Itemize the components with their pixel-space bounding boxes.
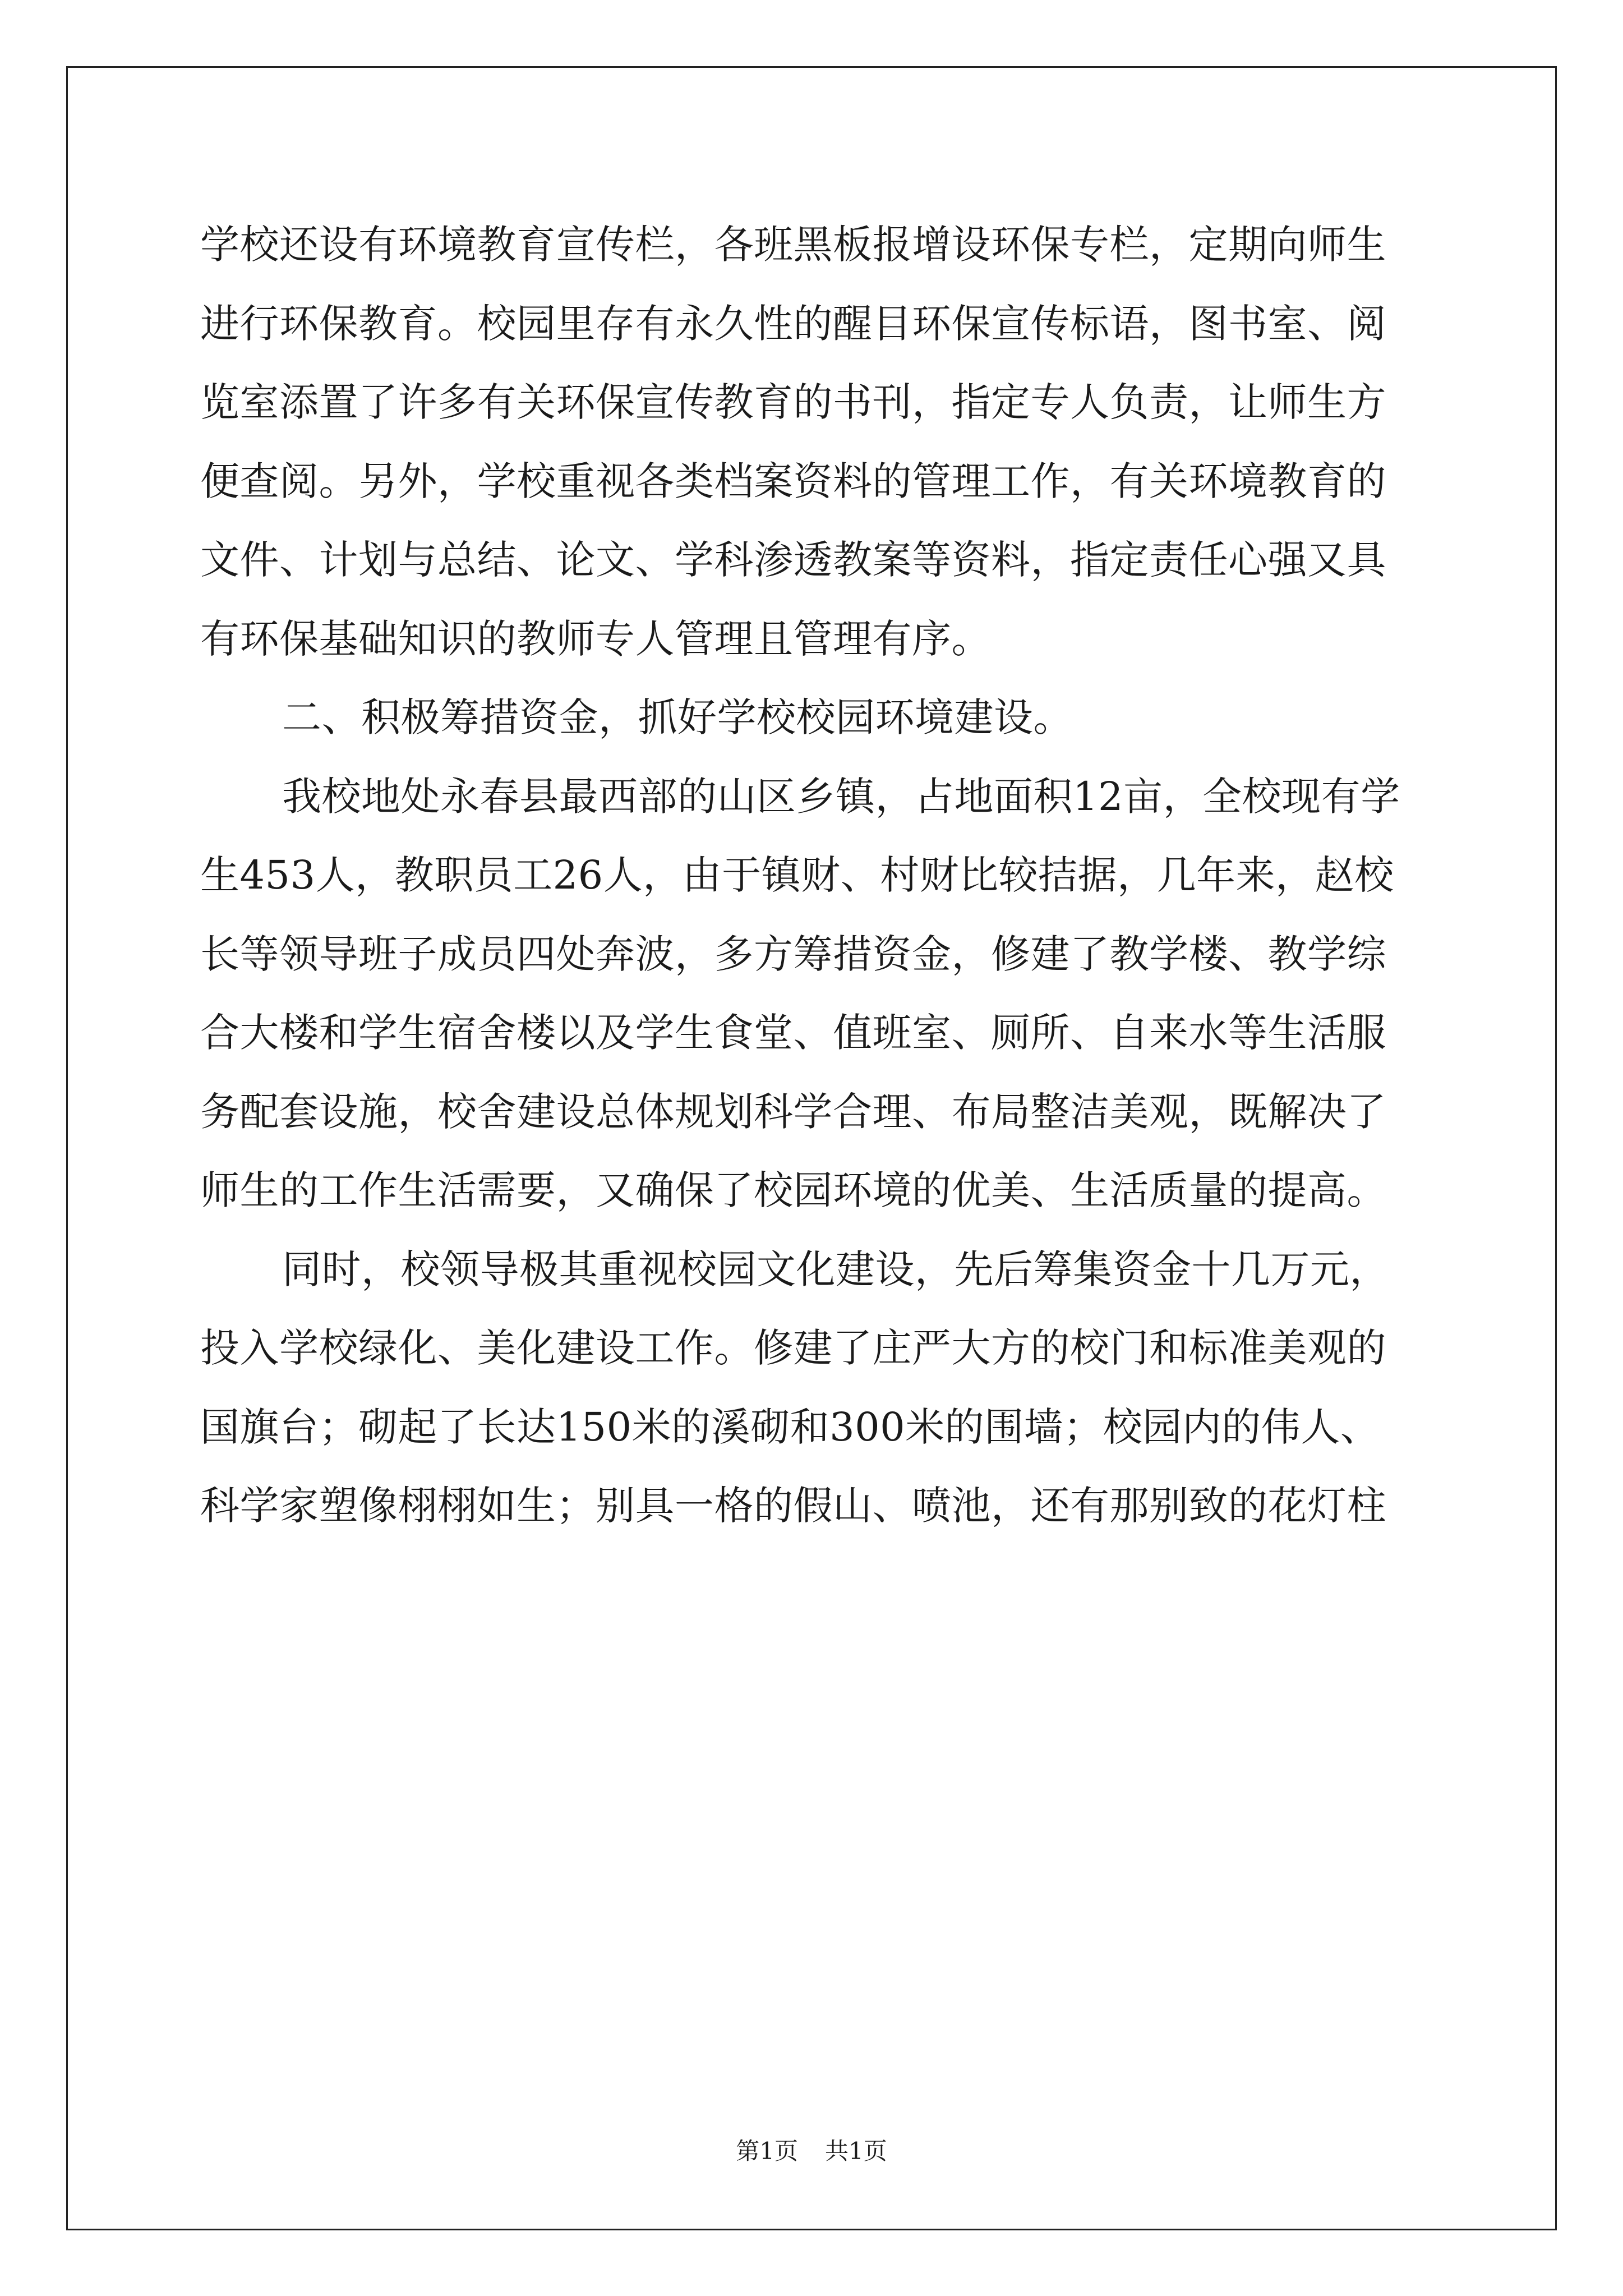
body-line: 国旗台；砌起了长达150米的溪砌和300米的围墙；校园内的伟人、 (200, 1404, 1380, 1450)
document-body (200, 205, 1430, 1545)
page-footer (0, 2134, 1623, 2168)
body-line: 文件、计划与总结、论文、学科渗透教案等资料，指定责任心强又具 (200, 537, 1386, 583)
body-line: 有环保基础知识的教师专人管理且管理有序。 (200, 615, 991, 662)
body-line: 我校地处永春县最西部的山区乡镇，占地面积12亩，全校现有学 (282, 773, 1400, 820)
body-line: 务配套设施，校舍建设总体规划科学合理、布局整洁美观，既解决了 (200, 1088, 1386, 1135)
body-line: 合大楼和学生宿舍楼以及学生食堂、值班室、厕所、自来水等生活服 (200, 1010, 1386, 1056)
section-heading: 二、积极筹措资金，抓好学校校园环境建设。 (282, 694, 1073, 740)
body-line: 览室添置了许多有关环保宣传教育的书刊，指定专人负责，让师生方 (200, 379, 1386, 425)
body-line: 便查阅。另外，学校重视各类档案资料的管理工作，有关环境教育的 (200, 458, 1386, 504)
body-line: 投入学校绿化、美化建设工作。修建了庄严大方的校门和标准美观的 (200, 1325, 1386, 1371)
page-total: 共1页 (825, 2137, 887, 2165)
body-line: 学校还设有环境教育宣传栏，各班黑板报增设环保专栏，定期向师生 (200, 222, 1386, 268)
body-line: 科学家塑像栩栩如生；别具一格的假山、喷池，还有那别致的花灯柱 (200, 1483, 1386, 1529)
page-number: 第1页 (736, 2137, 798, 2165)
body-line: 进行环保教育。校园里存有永久性的醒目环保宣传标语，图书室、阅 (200, 300, 1386, 347)
body-line: 生453人，教职员工26人，由于镇财、村财比较拮据，几年来，赵校 (200, 852, 1394, 898)
body-line: 同时，校领导极其重视校园文化建设，先后筹集资金十几万元， (282, 1246, 1389, 1292)
body-line: 长等领导班子成员四处奔波，多方筹措资金，修建了教学楼、教学综 (200, 931, 1386, 977)
body-line: 师生的工作生活需要，又确保了校园环境的优美、生活质量的提高。 (200, 1167, 1386, 1213)
